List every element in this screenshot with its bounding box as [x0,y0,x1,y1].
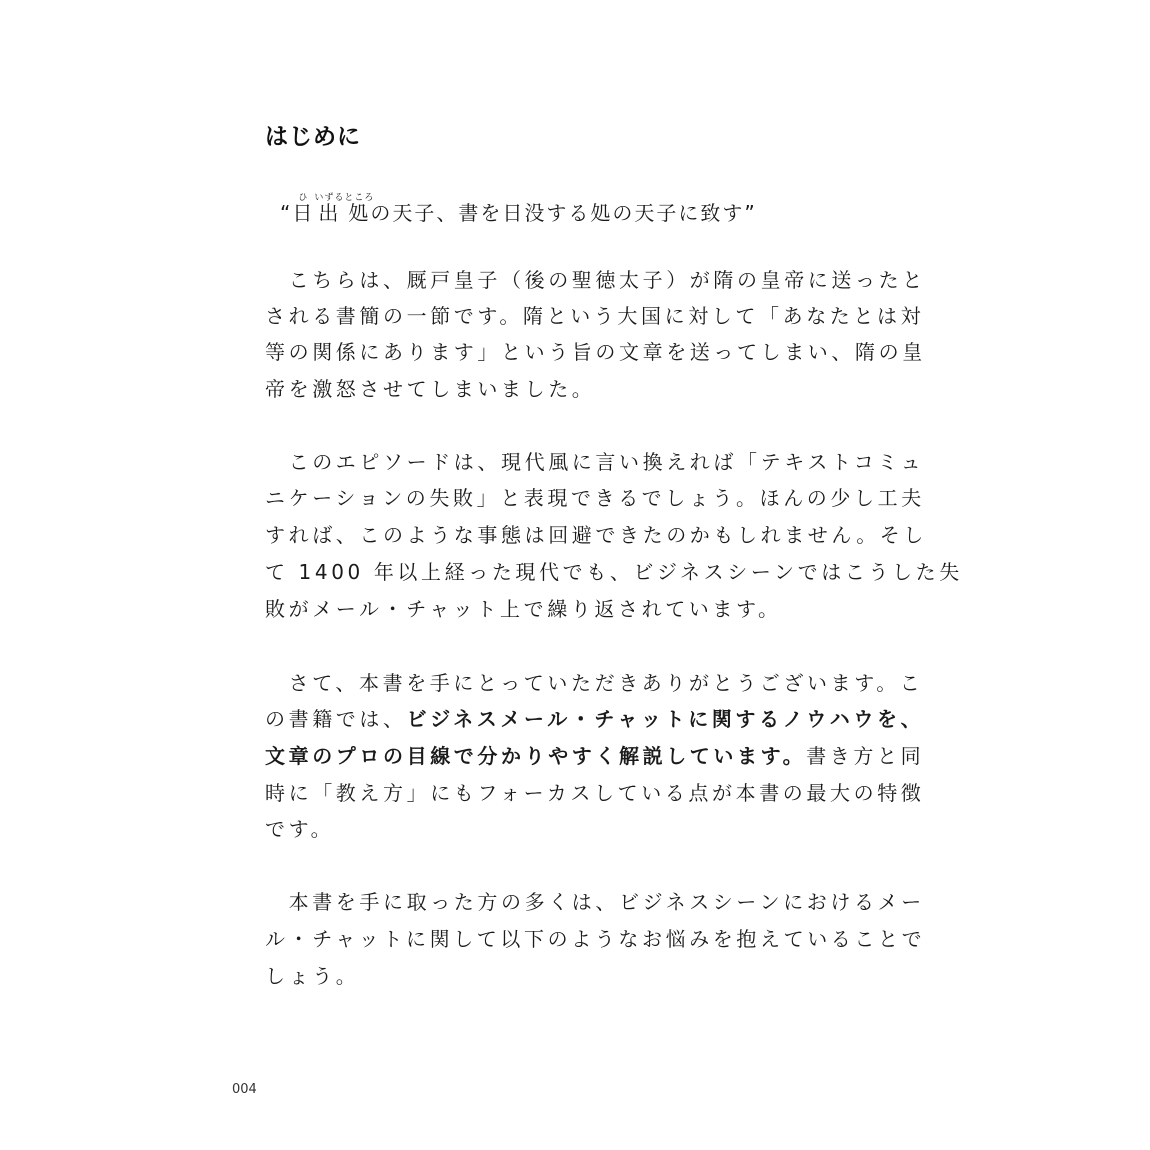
paragraph-3-line: 文章のプロの目線で分かりやすく解説しています。書き方と同 [265,744,925,768]
page-title: はじめに [265,124,361,150]
paragraph-3-line: です。 [265,817,335,841]
paragraph-4-line: 本書を手に取った方の多くは、ビジネスシーンにおけるメー [265,890,925,914]
quote-line [280,193,757,226]
paragraph-3-line: 時に「教え方」にもフォーカスしている点が本書の最大の特徴 [265,781,925,805]
ruby-word: 処ところ [344,193,375,225]
paragraph-2-line: て 1400 年以上経った現代でも、ビジネスシーンではこうした失 [265,560,963,584]
paragraph-2-line: ニケーションの失敗」と表現できるでしょう。ほんの少し工夫 [265,486,925,510]
paragraph-1-line: 帝を激怒させてしまいました。 [265,377,596,401]
paragraph-4-line: ル・チャットに関して以下のようなお悩みを抱えていることで [265,927,926,951]
paragraph-1-line: される書簡の一節です。隋という大国に対して「あなたとは対 [265,304,925,328]
paragraph-2-line: このエピソードは、現代風に言い換えれば「テキストコミュ [265,450,925,474]
paragraph-4-line: しょう。 [265,964,360,988]
ruby-word: 日ひ [292,193,315,225]
emphasis-text: ビジネスメール・チャットに関するノウハウを、 [406,707,925,731]
quote-open-mark: “ [280,201,293,225]
paragraph-1-line: 等の関係にあります」という旨の文章を送ってしまい、隋の皇 [265,340,926,364]
paragraph-2-line: 敗がメール・チャット上で繰り返されています。 [265,597,782,621]
ruby-word: 出いずる [314,193,345,225]
paragraph-1-line: こちらは、厩戸皇子（後の聖徳太子）が隋の皇帝に送ったと [265,268,926,292]
quote-body: の天子、書を日没する処の天子に致す [370,201,745,225]
page-number: 004 [232,1082,257,1097]
paragraph-3-line: さて、本書を手にとっていただきありがとうございます。こ [265,671,924,695]
paragraph-2-line: すれば、このような事態は回避できたのかもしれません。そし [265,523,927,547]
quote-close-mark: ” [744,201,757,225]
emphasis-text: 文章のプロの目線で分かりやすく解説しています。 [265,744,807,768]
paragraph-3-line: の書籍では、ビジネスメール・チャットに関するノウハウを、 [265,707,925,731]
